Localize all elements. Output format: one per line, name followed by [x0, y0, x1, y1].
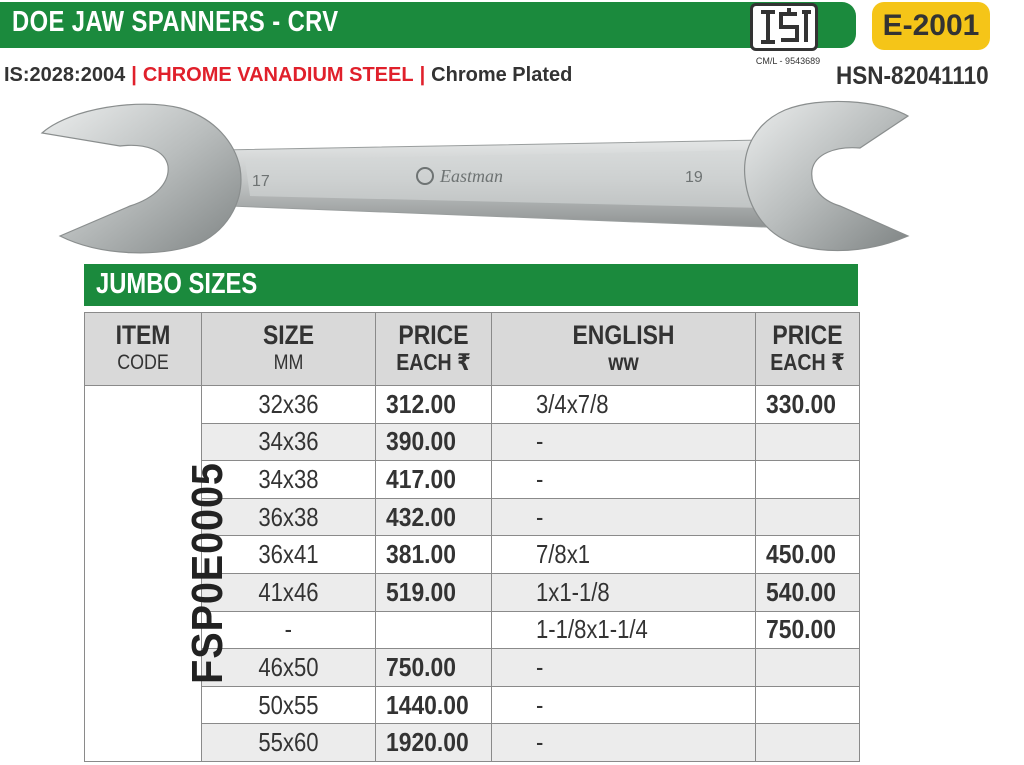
- size-cell: 46x50: [202, 649, 376, 687]
- right-size-mark: 19: [685, 169, 703, 186]
- price-cell: 390.00: [376, 423, 492, 461]
- item-code: FSP0E0005: [183, 462, 233, 685]
- header-size: SIZE MM: [202, 313, 376, 386]
- english-price-cell: [756, 498, 860, 536]
- separator: |: [419, 64, 426, 86]
- size-cell: 50x55: [202, 686, 376, 724]
- title-bar: [0, 2, 856, 48]
- english-price-cell: [756, 686, 860, 724]
- size-cell: 32x36: [202, 386, 376, 424]
- size-cell: 36x41: [202, 536, 376, 574]
- product-code-badge: E-2001: [872, 2, 990, 50]
- price-table: [84, 312, 860, 762]
- price-cell: 312.00: [376, 386, 492, 424]
- item-code-cell: [85, 386, 233, 762]
- english-size-cell: 1x1-1/8: [492, 573, 756, 611]
- header-english-price: PRICE EACH ₹: [756, 313, 860, 386]
- spanner-image: [30, 88, 920, 258]
- english-size-cell: -: [492, 686, 756, 724]
- size-cell: 34x36: [202, 423, 376, 461]
- english-price-cell: [756, 724, 860, 762]
- certification-label: CM/L - 9543689: [755, 56, 821, 66]
- price-cell: 432.00: [376, 498, 492, 536]
- price-cell: 417.00: [376, 461, 492, 499]
- page-title: DOE JAW SPANNERS - CRV: [12, 6, 339, 38]
- price-cell: 381.00: [376, 536, 492, 574]
- price-cell: 519.00: [376, 573, 492, 611]
- english-size-cell: -: [492, 423, 756, 461]
- header-price: PRICE EACH ₹: [376, 313, 492, 386]
- size-cell: 41x46: [202, 573, 376, 611]
- size-cell: 34x38: [202, 461, 376, 499]
- brand-mark: Eastman: [440, 166, 503, 186]
- price-cell: 750.00: [376, 649, 492, 687]
- english-size-cell: 3/4x7/8: [492, 386, 756, 424]
- english-price-cell: 540.00: [756, 573, 860, 611]
- finish-text: Chrome Plated: [431, 64, 573, 86]
- left-size-mark: 17: [252, 173, 270, 190]
- price-cell: 1920.00: [376, 724, 492, 762]
- size-cell: -: [202, 611, 376, 649]
- english-price-cell: 330.00: [756, 386, 860, 424]
- spec-line: [4, 64, 572, 87]
- header-item-code: ITEM CODE: [85, 313, 202, 386]
- price-cell: 1440.00: [376, 686, 492, 724]
- size-cell: 55x60: [202, 724, 376, 762]
- english-price-cell: [756, 423, 860, 461]
- isi-mark-icon: [750, 3, 818, 51]
- table-header-row: [85, 313, 860, 386]
- price-cell: [376, 611, 492, 649]
- english-size-cell: 7/8x1: [492, 536, 756, 574]
- english-size-cell: -: [492, 649, 756, 687]
- size-cell: 36x38: [202, 498, 376, 536]
- english-size-cell: 1-1/8x1-1/4: [492, 611, 756, 649]
- english-price-cell: 450.00: [756, 536, 860, 574]
- english-size-cell: -: [492, 498, 756, 536]
- english-size-cell: -: [492, 461, 756, 499]
- hsn-code: HSN-82041110: [836, 62, 989, 90]
- header-english: ENGLISH ww: [492, 313, 756, 386]
- table-row: [85, 386, 860, 424]
- section-bar: [84, 264, 858, 306]
- section-title: JUMBO SIZES: [96, 268, 258, 300]
- separator: |: [131, 64, 137, 86]
- english-price-cell: [756, 461, 860, 499]
- material-text: CHROME VANADIUM STEEL: [142, 64, 414, 86]
- standard-text: IS:2028:2004: [4, 64, 126, 86]
- english-price-cell: [756, 649, 860, 687]
- english-price-cell: 750.00: [756, 611, 860, 649]
- english-size-cell: -: [492, 724, 756, 762]
